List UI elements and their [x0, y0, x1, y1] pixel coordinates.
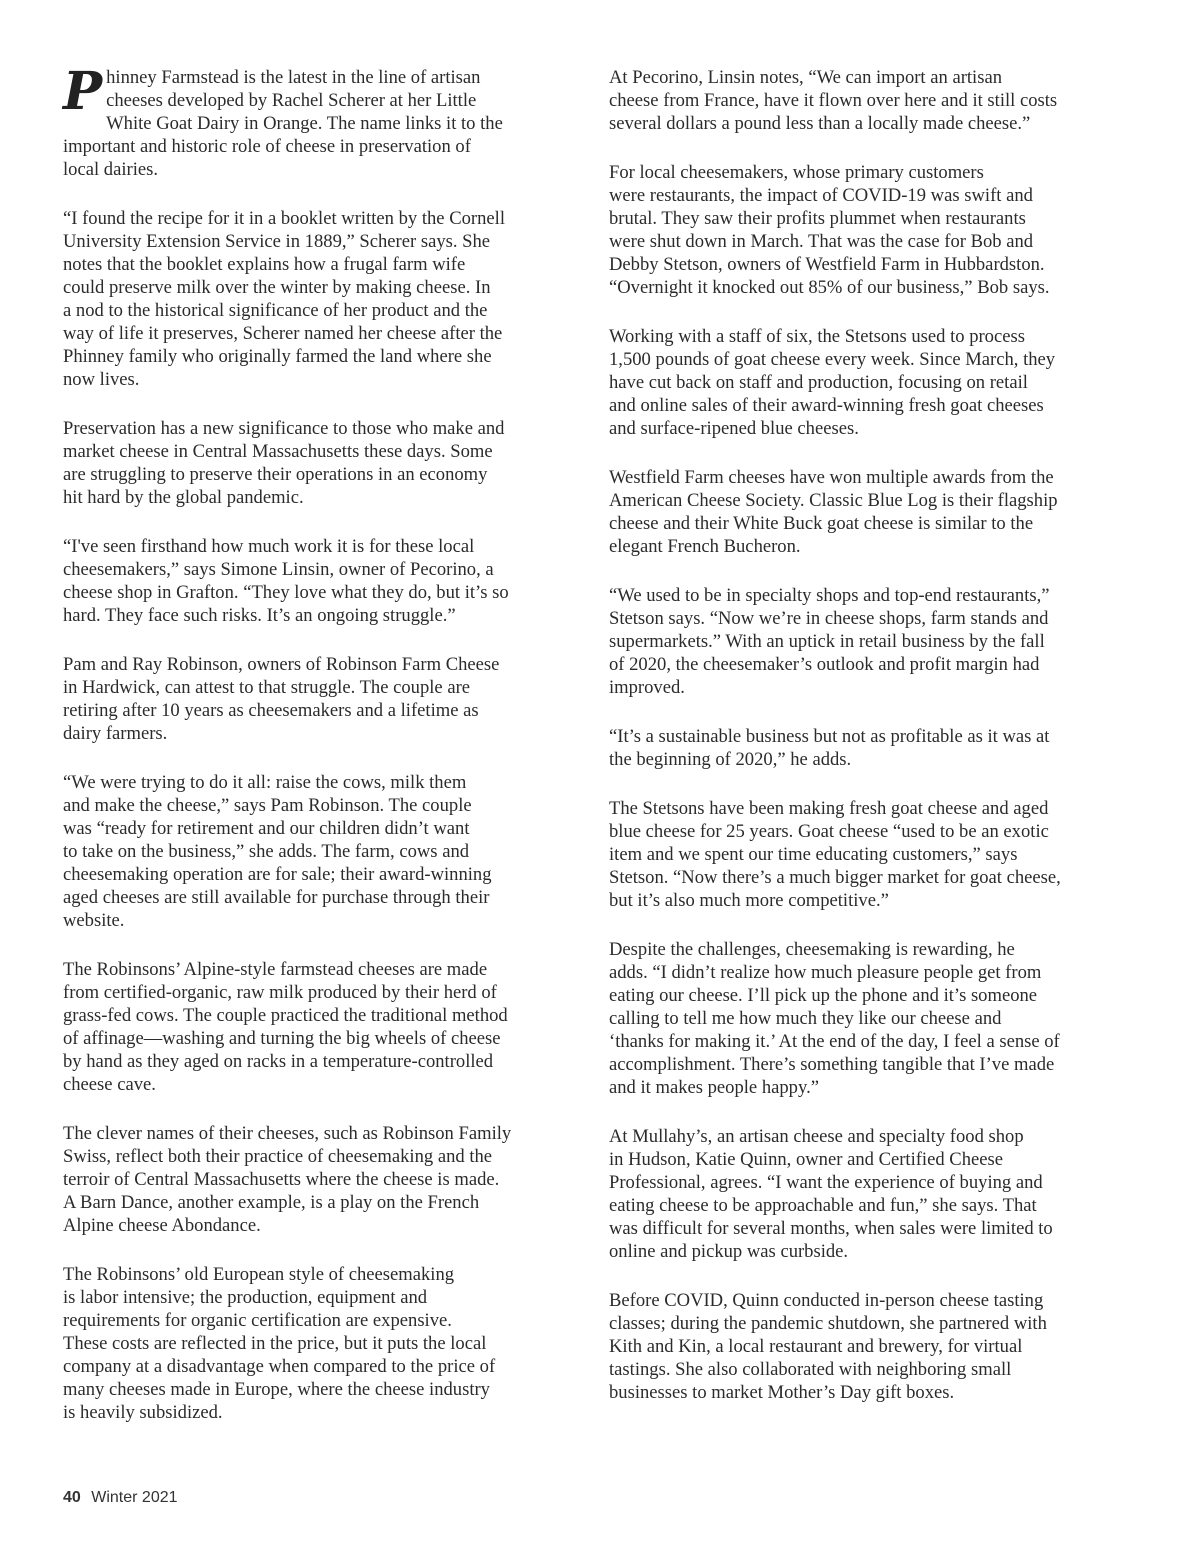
article-paragraph: Working with a staff of six, the Stetsons used to process 1,500 pounds of goat cheese every week. Since March, they have cut back on staff and production, focusing on retail and online sales of their award-winning fresh goat cheeses and surface-ripened blue cheeses. [609, 326, 1056, 439]
paragraph-text: hinney Farmstead is the latest in the line of artisan cheeses developed by Rachel Scherer at her Little White Goat Dairy in Orange. The name links it to the important and historic role of cheese in preservation of local dairies. [63, 67, 503, 180]
article-paragraph: At Pecorino, Linsin notes, “We can import an artisan cheese from France, have it flown over here and it still costs several dollars a pound less than a locally made cheese.” [609, 67, 1058, 134]
article-paragraph: The Robinsons’ Alpine-style farmstead cheeses are made from certified-organic, raw milk produced by their herd of grass-fed cows. The couple practiced the traditional method of affinage—washing and turning the big wheels of cheese by hand as they aged on racks in a temperature-controlled cheese cave. [63, 959, 508, 1095]
article-paragraph: The clever names of their cheeses, such as Robinson Family Swiss, reflect both their practice of cheesemaking and the terroir of Central Massachusetts where the cheese is made. A Barn Dance, another example, is a play on the French Alpine cheese Abondance. [63, 1123, 512, 1236]
drop-cap: P [63, 61, 103, 122]
right-column [609, 66, 1134, 1430]
article-paragraph: Before COVID, Quinn conducted in-person cheese tasting classes; during the pandemic shutdown, she partnered with Kith and Kin, a local restaurant and brewery, for virtual tastings. She also collaborated with neighboring small businesses to market Mother’s Day gift boxes. [609, 1290, 1047, 1403]
article-paragraph: For local cheesemakers, whose primary customers were restaurants, the impact of COVID-19 was swift and brutal. They saw their profits plummet when restaurants were shut down in March. That was the case for Bob and Debby Stetson, owners of Westfield Farm in Hubbardston. “Overnight it knocked out 85% of our business,” Bob says. [609, 162, 1050, 298]
page-number: 40 [63, 1489, 81, 1506]
article-paragraph: Preservation has a new significance to those who make and market cheese in Central Massachusetts these days. Some are struggling to preserve their operations in an economy hit hard by the global pandemic. [63, 418, 505, 508]
article-paragraph: The Stetsons have been making fresh goat cheese and aged blue cheese for 25 years. Goat cheese “used to be an exotic item and we spent our time educating customers,” says Stetson. “Now there’s a much bigger market for goat cheese, but it’s also much more competitive.” [609, 798, 1061, 911]
page-footer [63, 1489, 178, 1507]
article-paragraph: “It’s a sustainable business but not as profitable as it was at the beginning of 2020,” he adds. [609, 726, 1050, 770]
article-paragraph [63, 61, 585, 181]
issue-label: Winter 2021 [91, 1489, 178, 1506]
article-paragraph: The Robinsons’ old European style of cheesemaking is labor intensive; the production, equipment and requirements for organic certification are expensive. These costs are reflected in the price, but it puts the local company at a disadvantage when compared to the price of many cheeses made in Europe, where the cheese industry is heavily subsidized. [63, 1264, 496, 1423]
article-paragraph: “I've seen firsthand how much work it is for these local cheesemakers,” says Simone Linsin, owner of Pecorino, a cheese shop in Grafton. “They love what they do, but it’s so hard. They face such risks. It’s an ongoing struggle.” [63, 536, 509, 626]
article-paragraph: Westfield Farm cheeses have won multiple awards from the American Cheese Society. Classic Blue Log is their flagship cheese and their White Buck goat cheese is similar to the elegant French Bucheron. [609, 467, 1058, 557]
article-paragraph: At Mullahy’s, an artisan cheese and specialty food shop in Hudson, Katie Quinn, owner and Certified Cheese Professional, agrees. “I want the experience of buying and eating cheese to be approachable and fun,” she says. That was difficult for several months, when sales were limited to online and pickup was curbside. [609, 1126, 1053, 1262]
article-paragraph: Pam and Ray Robinson, owners of Robinson Farm Cheese in Hardwick, can attest to that struggle. The couple are retiring after 10 years as cheesemakers and a lifetime as dairy farmers. [63, 654, 500, 744]
left-column [63, 61, 585, 1450]
article-paragraph: “We used to be in specialty shops and top-end restaurants,” Stetson says. “Now we’re in cheese shops, farm stands and supermarkets.” With an uptick in retail business by the fall of 2020, the cheesemaker’s outlook and profit margin had improved. [609, 585, 1050, 698]
article-paragraph: “We were trying to do it all: raise the cows, milk them and make the cheese,” says Pam Robinson. The couple was “ready for retirement and our children didn’t want to take on the business,” she adds. The farm, cows and cheesemaking operation are for sale; their award-winning aged cheeses are still available for purchase through their website. [63, 772, 492, 931]
article-paragraph: “I found the recipe for it in a booklet written by the Cornell University Extension Service in 1889,” Scherer says. She notes that the booklet explains how a frugal farm wife could preserve milk over the winter by making cheese. In a nod to the historical significance of her product and the way of life it preserves, Scherer named her cheese after the Phinney family who originally farmed the land where she now lives. [63, 208, 505, 390]
article-paragraph: Despite the challenges, cheesemaking is rewarding, he adds. “I didn’t realize how much pleasure people get from eating our cheese. I’ll pick up the phone and it’s someone calling to tell me how much they like our cheese and ‘thanks for making it.’ At the end of the day, I feel a sense of accomplishment. There’s something tangible that I’ve made and it makes people happy.” [609, 939, 1060, 1098]
